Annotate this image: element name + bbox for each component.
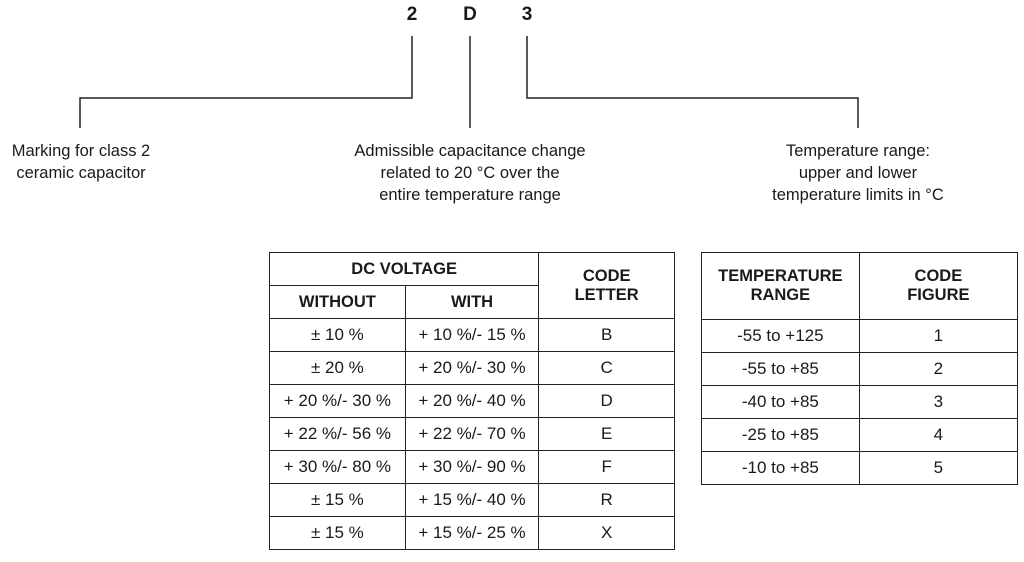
- capacitance-line-1: Admissible capacitance change: [354, 142, 586, 160]
- temperature-line-2: upper and lower: [798, 164, 918, 182]
- cell-with: + 15 %/- 40 %: [405, 484, 539, 517]
- cell-with: + 15 %/- 25 %: [405, 517, 539, 550]
- cell-without: + 30 %/- 80 %: [270, 451, 406, 484]
- header-dc-voltage: DC VOLTAGE: [270, 253, 539, 286]
- cell-with: + 20 %/- 40 %: [405, 385, 539, 418]
- header-with: WITH: [405, 286, 539, 319]
- header-code-letter-line-2: LETTER: [574, 285, 639, 304]
- code-char-d: D: [463, 4, 477, 25]
- cell-with: + 10 %/- 15 %: [405, 319, 539, 352]
- voltage-row: [270, 385, 675, 418]
- cell-without: + 22 %/- 56 %: [270, 418, 406, 451]
- voltage-row: [270, 352, 675, 385]
- temperature-line-1: Temperature range:: [786, 142, 930, 160]
- code-char-3: 3: [521, 4, 533, 25]
- marking-description: [0, 140, 162, 184]
- cell-without: ± 20 %: [270, 352, 406, 385]
- cell-code-figure: 3: [859, 386, 1017, 419]
- temperature-row: [702, 320, 1018, 353]
- cell-code-figure: 1: [859, 320, 1017, 353]
- cell-code-letter: E: [539, 418, 675, 451]
- cell-without: ± 15 %: [270, 517, 406, 550]
- cell-without: ± 10 %: [270, 319, 406, 352]
- cell-code-letter: X: [539, 517, 675, 550]
- cell-temperature-range: -25 to +85: [702, 419, 860, 452]
- marking-line-1: Marking for class 2: [11, 142, 151, 160]
- voltage-row: [270, 517, 675, 550]
- capacitance-description: [320, 140, 620, 206]
- cell-with: + 30 %/- 90 %: [405, 451, 539, 484]
- temperature-row: [702, 452, 1018, 485]
- header-code-figure-line-2: FIGURE: [907, 286, 970, 304]
- cell-temperature-range: -40 to +85: [702, 386, 860, 419]
- header-code-figure: [859, 253, 1017, 320]
- capacitance-line-3: entire temperature range: [379, 186, 561, 204]
- cell-code-letter: B: [539, 319, 675, 352]
- header-temperature-range: [702, 253, 860, 320]
- cell-with: + 22 %/- 70 %: [405, 418, 539, 451]
- header-without: WITHOUT: [270, 286, 406, 319]
- cell-code-letter: D: [539, 385, 675, 418]
- voltage-row: [270, 451, 675, 484]
- code-char-2: 2: [406, 4, 418, 25]
- temperature-row: [702, 386, 1018, 419]
- cell-without: + 20 %/- 30 %: [270, 385, 406, 418]
- header-temperature-range-line-1: TEMPERATURE: [718, 267, 843, 285]
- cell-code-figure: 5: [859, 452, 1017, 485]
- header-temperature-range-line-2: RANGE: [750, 286, 811, 304]
- header-code-letter: [539, 253, 675, 319]
- marking-line-2: ceramic capacitor: [16, 164, 146, 182]
- voltage-row: [270, 418, 675, 451]
- cell-temperature-range: -10 to +85: [702, 452, 860, 485]
- capacitance-line-2: related to 20 °C over the: [380, 164, 560, 182]
- header-code-figure-line-1: CODE: [914, 267, 963, 285]
- temperature-row: [702, 353, 1018, 386]
- cell-code-letter: F: [539, 451, 675, 484]
- temperature-description: [738, 140, 978, 206]
- connector-temperature: [527, 36, 858, 128]
- connector-marking: [80, 36, 412, 128]
- cell-temperature-range: -55 to +125: [702, 320, 860, 353]
- voltage-table: [269, 252, 675, 550]
- temperature-line-3: temperature limits in °C: [772, 186, 944, 204]
- cell-temperature-range: -55 to +85: [702, 353, 860, 386]
- voltage-row: [270, 484, 675, 517]
- voltage-row: [270, 319, 675, 352]
- temperature-table: [701, 252, 1018, 485]
- temperature-row: [702, 419, 1018, 452]
- cell-without: ± 15 %: [270, 484, 406, 517]
- cell-code-figure: 2: [859, 353, 1017, 386]
- cell-with: + 20 %/- 30 %: [405, 352, 539, 385]
- cell-code-letter: C: [539, 352, 675, 385]
- cell-code-figure: 4: [859, 419, 1017, 452]
- header-code-letter-line-1: CODE: [582, 266, 631, 285]
- cell-code-letter: R: [539, 484, 675, 517]
